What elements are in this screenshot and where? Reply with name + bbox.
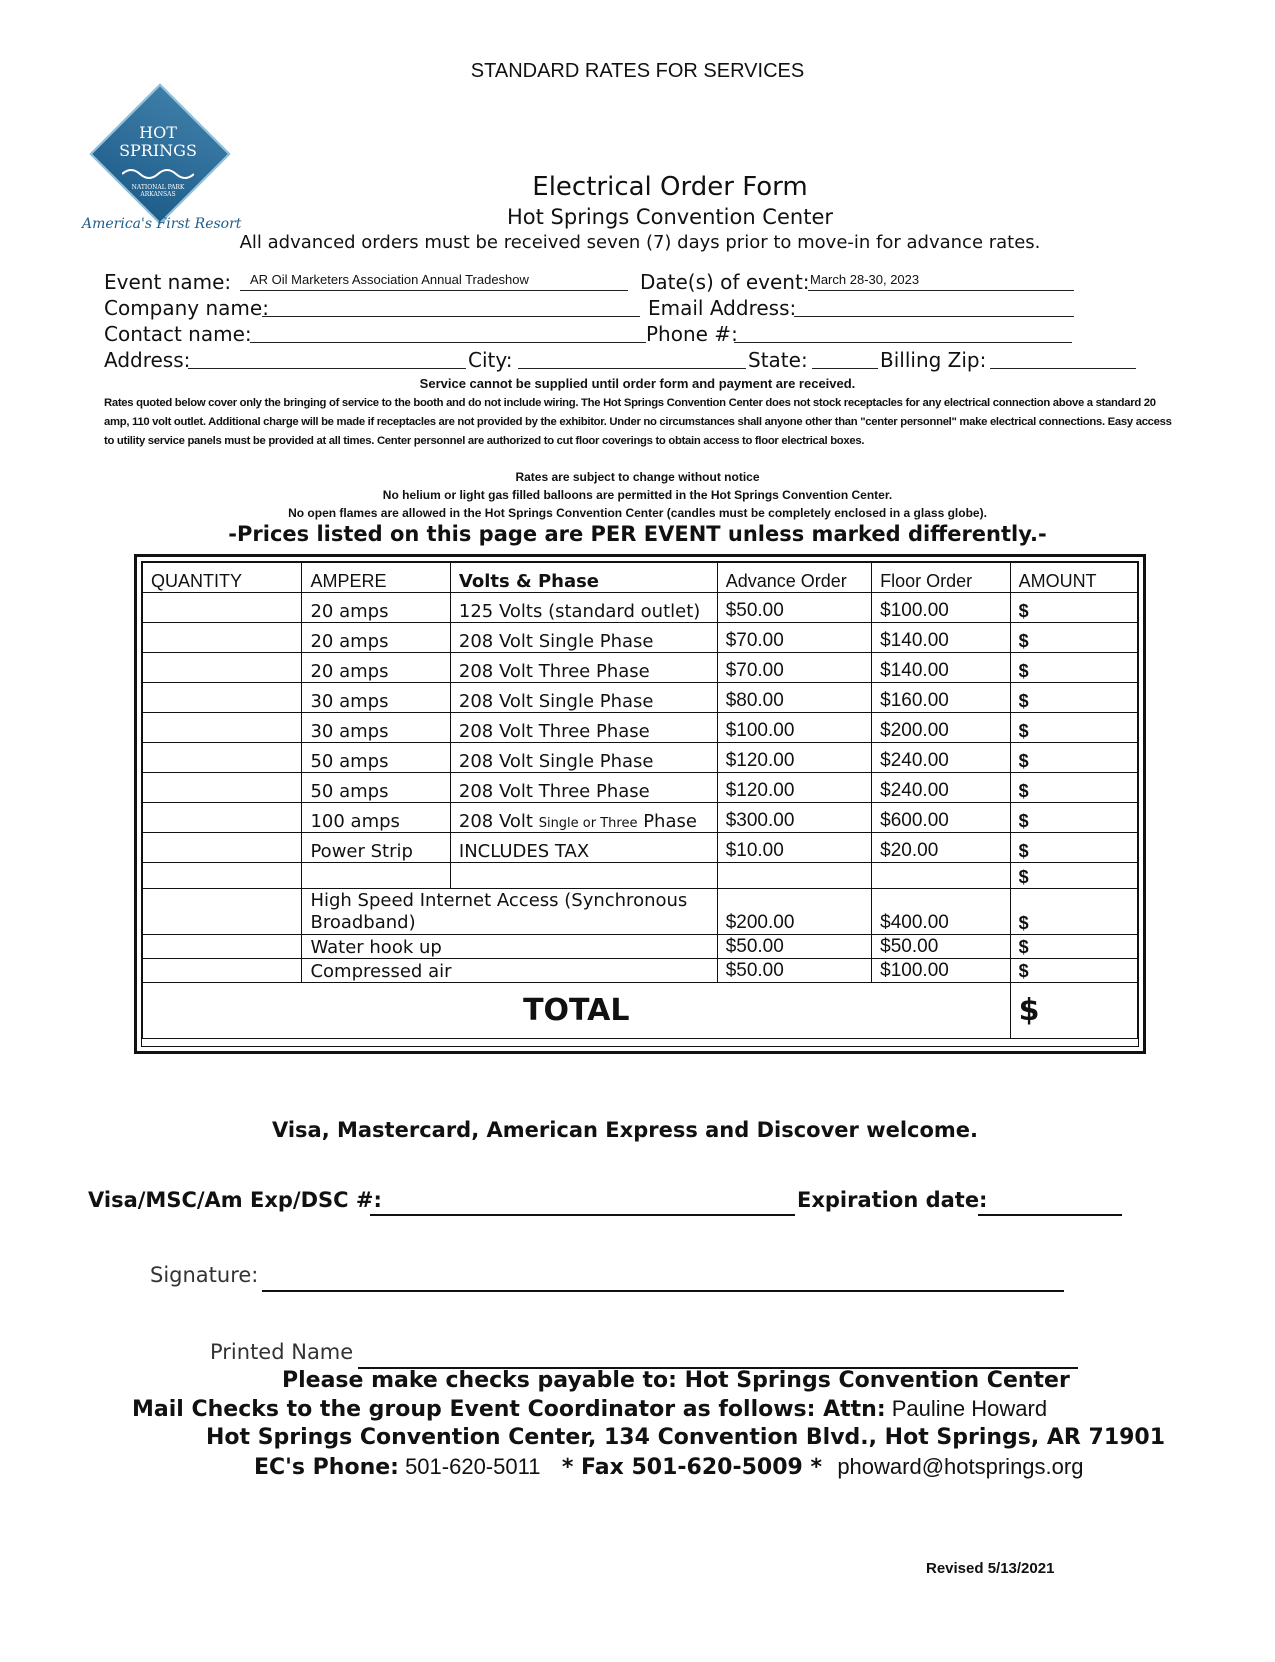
amount-cell[interactable]: $ xyxy=(1010,773,1137,803)
total-row xyxy=(143,983,1138,1039)
mail-checks-text: Mail Checks to the group Event Coordinator as follows: Attn: xyxy=(132,1397,886,1422)
quantity-cell[interactable] xyxy=(143,743,302,773)
internet-line2: Broadband) xyxy=(310,912,416,933)
advance-price-cell: $10.00 xyxy=(717,833,871,863)
logo-wordmark xyxy=(88,124,228,160)
quantity-cell[interactable] xyxy=(143,935,302,959)
card-number-label: Visa/MSC/Am Exp/DSC #: xyxy=(88,1188,382,1212)
printed-name-label: Printed Name xyxy=(210,1340,354,1364)
header-volts-phase: Volts & Phase xyxy=(450,563,717,593)
amount-cell[interactable]: $ xyxy=(1010,713,1137,743)
advance-price-cell: $120.00 xyxy=(717,773,871,803)
checks-payable-note: Please make checks payable to: Hot Springs Convention Center xyxy=(282,1368,1070,1393)
rates-paragraph: Rates quoted below cover only the bringing of service to the booth and do not include wiring. The Hot Springs Convention Center does not stock receptacles for any electrical connection above a standard 20 amp, 110 volt outlet. Additional charge will be made if receptacles are not provided by the exhibitor. Under no circumstances shall anyone other than "center personnel" make electrical connections. Easy access to utility service panels must be provided at all times. Center personnel are authorized to cut floor coverings to obtain access to floor electrical boxes. xyxy=(104,397,1172,447)
advance-price-cell: $80.00 xyxy=(717,683,871,713)
advance-price-cell: $100.00 xyxy=(717,713,871,743)
phone-field[interactable] xyxy=(734,322,1072,343)
service-cell xyxy=(302,889,717,935)
quantity-cell[interactable] xyxy=(143,713,302,743)
advance-price-cell: $70.00 xyxy=(717,653,871,683)
quantity-cell[interactable] xyxy=(143,683,302,713)
volts-cell: 208 Volt Single Phase xyxy=(450,623,717,653)
internet-line1: High Speed Internet Access (Synchronous xyxy=(310,890,688,911)
address-label: Address: xyxy=(104,348,191,372)
quantity-cell[interactable] xyxy=(143,593,302,623)
ampere-cell: 30 amps xyxy=(302,713,450,743)
table-row xyxy=(143,959,1138,983)
empty-cell xyxy=(717,863,871,889)
rates-table xyxy=(134,554,1146,1054)
volts-part-b: Single or Three xyxy=(538,816,638,831)
floor-price-cell: $140.00 xyxy=(872,653,1010,683)
advance-order-note: All advanced orders must be received seven (7) days prior to move-in for advance rates. xyxy=(239,232,1041,253)
event-name-label: Event name: xyxy=(104,270,232,294)
phone-label-text: EC's Phone: xyxy=(254,1455,399,1480)
table-row xyxy=(143,889,1138,935)
table-row xyxy=(143,653,1138,683)
table-row xyxy=(143,773,1138,803)
dates-value: March 28-30, 2023 xyxy=(810,272,920,287)
table-row-blank xyxy=(143,863,1138,889)
logo-line1: HOT xyxy=(139,123,177,142)
card-number-field[interactable] xyxy=(370,1192,795,1216)
form-subtitle: Hot Springs Convention Center xyxy=(507,205,833,229)
ampere-cell: 50 amps xyxy=(302,743,450,773)
ampere-cell: Power Strip xyxy=(302,833,450,863)
volts-cell: 208 Volt Three Phase xyxy=(450,653,717,683)
table-row xyxy=(143,803,1138,833)
city-label: City: xyxy=(468,348,513,372)
floor-price-cell: $100.00 xyxy=(872,959,1010,983)
printed-name-field[interactable] xyxy=(358,1345,1078,1369)
rates-table-grid xyxy=(142,562,1138,1039)
empty-cell xyxy=(450,863,717,889)
event-name-value: AR Oil Marketers Association Annual Tradeshow xyxy=(250,272,529,287)
floor-price-cell: $240.00 xyxy=(872,743,1010,773)
logo-tagline: America's First Resort xyxy=(82,216,242,232)
table-row xyxy=(143,743,1138,773)
expiration-date-label: Expiration date: xyxy=(797,1188,988,1212)
amount-cell[interactable]: $ xyxy=(1010,833,1137,863)
table-row xyxy=(143,683,1138,713)
quantity-cell[interactable] xyxy=(143,623,302,653)
floor-price-cell: $100.00 xyxy=(872,593,1010,623)
floor-price-cell: $600.00 xyxy=(872,803,1010,833)
quantity-cell[interactable] xyxy=(143,889,302,935)
logo-small2: ARKANSAS xyxy=(140,191,176,198)
header-amount: AMOUNT xyxy=(1010,563,1137,593)
logo-small1: NATIONAL PARK xyxy=(131,184,185,191)
signature-label: Signature: xyxy=(150,1263,259,1287)
contact-line xyxy=(254,1454,1083,1480)
mail-checks-note xyxy=(132,1396,1047,1422)
service-cell: Water hook up xyxy=(302,935,717,959)
city-field[interactable] xyxy=(518,348,746,369)
phone-number: 501-620-5011 xyxy=(398,1454,547,1479)
ampere-cell: 100 amps xyxy=(302,803,450,833)
header-advance-order: Advance Order xyxy=(717,563,871,593)
advance-price-cell: $50.00 xyxy=(717,593,871,623)
floor-price-cell: $50.00 xyxy=(872,935,1010,959)
mailing-address: Hot Springs Convention Center, 134 Convention Blvd., Hot Springs, AR 71901 xyxy=(206,1425,1166,1450)
quantity-cell[interactable] xyxy=(143,803,302,833)
volts-cell: 208 Volt Three Phase xyxy=(450,713,717,743)
volts-part-c: Phase xyxy=(637,811,697,832)
ampere-cell: 30 amps xyxy=(302,683,450,713)
rates-change-note: Rates are subject to change without notice xyxy=(515,470,760,484)
floor-price-cell: $160.00 xyxy=(872,683,1010,713)
table-row xyxy=(143,935,1138,959)
volts-cell: 125 Volts (standard outlet) xyxy=(450,593,717,623)
ampere-cell: 20 amps xyxy=(302,653,450,683)
amount-cell[interactable]: $ xyxy=(1010,623,1137,653)
amount-cell[interactable]: $ xyxy=(1010,863,1137,889)
dates-label: Date(s) of event: xyxy=(640,270,810,294)
email-address: phoward@hotsprings.org xyxy=(837,1454,1084,1479)
revised-date: Revised 5/13/2021 xyxy=(926,1560,1055,1577)
fax-number: * Fax 501-620-5009 * xyxy=(546,1455,838,1480)
form-title: Electrical Order Form xyxy=(532,172,808,202)
address-field[interactable] xyxy=(188,348,466,369)
amount-cell[interactable]: $ xyxy=(1010,889,1137,935)
table-row xyxy=(143,623,1138,653)
amount-cell[interactable]: $ xyxy=(1010,803,1137,833)
amount-cell[interactable]: $ xyxy=(1010,935,1137,959)
header-ampere: AMPERE xyxy=(302,563,450,593)
amount-cell[interactable]: $ xyxy=(1010,653,1137,683)
amount-cell[interactable]: $ xyxy=(1010,683,1137,713)
table-row xyxy=(143,833,1138,863)
total-label: TOTAL xyxy=(143,983,1011,1039)
quantity-cell[interactable] xyxy=(143,959,302,983)
total-amount-cell[interactable]: $ xyxy=(1010,983,1137,1039)
advance-price-cell: $120.00 xyxy=(717,743,871,773)
table-row xyxy=(143,713,1138,743)
signature-field[interactable] xyxy=(262,1268,1064,1292)
floor-price-cell: $400.00 xyxy=(872,889,1010,935)
logo-line2: SPRINGS xyxy=(119,141,197,160)
state-field[interactable] xyxy=(812,348,878,369)
quantity-cell[interactable] xyxy=(143,773,302,803)
volts-cell: 208 Volt Single Phase xyxy=(450,683,717,713)
cards-welcome: Visa, Mastercard, American Express and Discover welcome. xyxy=(271,1118,979,1142)
no-helium-note: No helium or light gas filled balloons are permitted in the Hot Springs Convention Center. xyxy=(382,488,893,502)
per-event-note: -Prices listed on this page are PER EVENT unless marked differently.- xyxy=(228,522,1047,546)
phone-label: Phone #: xyxy=(646,322,738,346)
ampere-cell: 20 amps xyxy=(302,623,450,653)
advance-price-cell: $200.00 xyxy=(717,889,871,935)
floor-price-cell: $140.00 xyxy=(872,623,1010,653)
volts-cell: 208 Volt Single Phase xyxy=(450,743,717,773)
billing-zip-field[interactable] xyxy=(990,348,1136,369)
volts-cell: 208 Volt Three Phase xyxy=(450,773,717,803)
empty-cell xyxy=(302,863,450,889)
floor-price-cell: $20.00 xyxy=(872,833,1010,863)
billing-zip-label: Billing Zip: xyxy=(880,348,987,372)
expiration-date-field[interactable] xyxy=(978,1192,1122,1216)
quantity-cell[interactable] xyxy=(143,863,302,889)
volts-cell: INCLUDES TAX xyxy=(450,833,717,863)
email-address-field[interactable] xyxy=(794,296,1074,317)
empty-cell xyxy=(872,863,1010,889)
ampere-cell: 20 amps xyxy=(302,593,450,623)
no-flames-note: No open flames are allowed in the Hot Springs Convention Center (candles must be completely enclosed in a glass globe). xyxy=(288,506,987,520)
floor-price-cell: $200.00 xyxy=(872,713,1010,743)
table-header-row xyxy=(143,563,1138,593)
advance-price-cell: $300.00 xyxy=(717,803,871,833)
coordinator-name: Pauline Howard xyxy=(885,1396,1048,1421)
company-name-label: Company name: xyxy=(104,296,269,320)
email-address-label: Email Address: xyxy=(648,296,797,320)
advance-price-cell: $70.00 xyxy=(717,623,871,653)
state-label: State: xyxy=(748,348,808,372)
contact-name-label: Contact name: xyxy=(104,322,252,346)
service-cell: Compressed air xyxy=(302,959,717,983)
advance-price-cell: $50.00 xyxy=(717,935,871,959)
amount-cell[interactable]: $ xyxy=(1010,743,1137,773)
page-header-title: STANDARD RATES FOR SERVICES xyxy=(470,60,805,82)
advance-price-cell: $50.00 xyxy=(717,959,871,983)
quantity-cell[interactable] xyxy=(143,653,302,683)
header-floor-order: Floor Order xyxy=(872,563,1010,593)
floor-price-cell: $240.00 xyxy=(872,773,1010,803)
quantity-cell[interactable] xyxy=(143,833,302,863)
company-name-field[interactable] xyxy=(262,296,640,317)
volts-cell xyxy=(450,803,717,833)
header-quantity: QUANTITY xyxy=(143,563,302,593)
volts-part-a: 208 Volt xyxy=(458,811,539,832)
table-row xyxy=(143,593,1138,623)
ampere-cell: 50 amps xyxy=(302,773,450,803)
contact-name-field[interactable] xyxy=(250,322,646,343)
service-note: Service cannot be supplied until order form and payment are received. xyxy=(419,376,856,391)
amount-cell[interactable]: $ xyxy=(1010,593,1137,623)
amount-cell[interactable]: $ xyxy=(1010,959,1137,983)
